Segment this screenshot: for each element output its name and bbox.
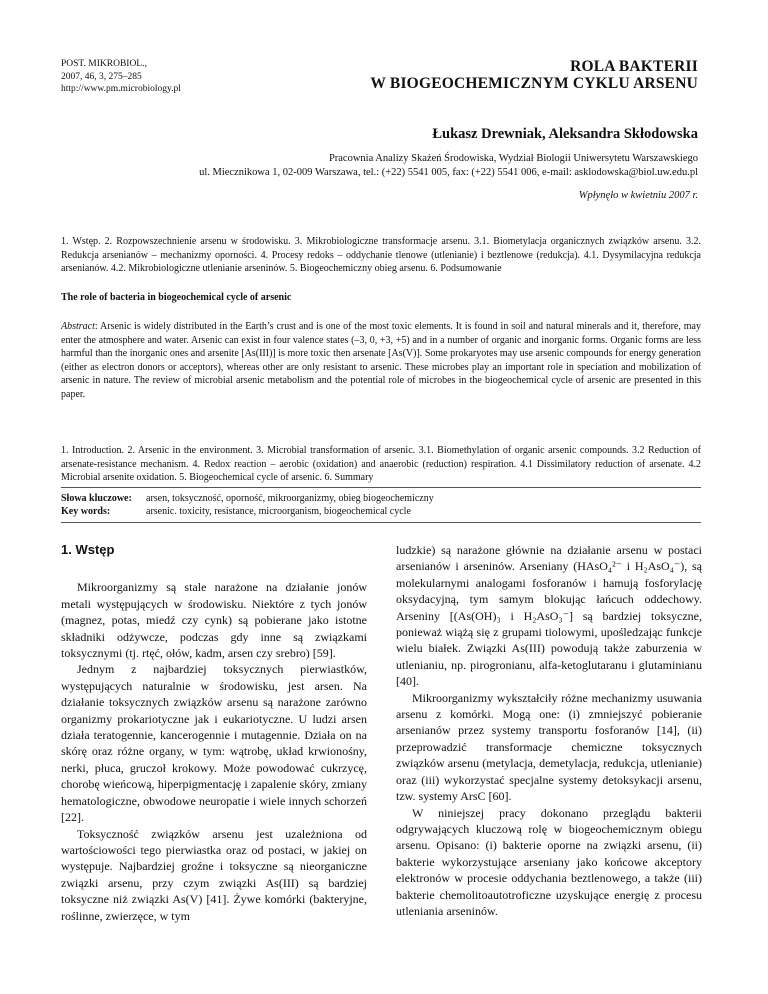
- article-title: [370, 58, 698, 92]
- paragraph: Jednym z najbardziej toksycznych pierwiastków, występujących naturalnie w środowisku, jest arsen. Na działanie toksycznych związków arsenu są narażone zarówno organizmy prokariotyczne jak i eukariotyczne. U ludzi arsen działa teratogennie, kancerogennie i mutagennie. Działa on na skórę oraz różne organy, w tym: wątrobę, układ krwionośny, nerki, płuca, gruczoł krokowy. Może powodować cukrzycę, chorobę wieńcową, hiperpigmentację i zapalenie skóry, zmiany hematologiczne, obwodowe neuropatie i wiele innych schorzeń [22].: [61, 662, 367, 825]
- contents-polish: 1. Wstęp. 2. Rozpowszechnienie arsenu w środowisku. 3. Mikrobiologiczne transformacje arsenu. 3.1. Biometylacja organicznych związków arsenu. 3.2. Redukcja arsenianów – mechanizmy oporności. 4. Procesy redoks – oddychanie tlenowe (utlenianie) i beztlenowe (redukcja). 4.1. Dysymilacyjna redukcja arsenianów. 4.2. Mikrobiologiczne utlenianie arseninów. 5. Biogeochemiczny obieg arsenu. 6. Podsumowanie: [61, 236, 701, 275]
- keywords-polish: [61, 492, 434, 505]
- abstract: [61, 320, 701, 402]
- journal-name: POST. MIKROBIOL.,: [61, 59, 147, 69]
- body-column-right: [396, 542, 702, 919]
- keywords-polish-value: arsen, toksyczność, oporność, mikroorganizmy, obieg biogeochemiczny: [146, 493, 434, 504]
- keywords-english-label: Key words:: [61, 506, 111, 517]
- journal-citation: [61, 58, 181, 96]
- authors: Łukasz Drewniak, Aleksandra Skłodowska: [432, 126, 698, 142]
- journal-url[interactable]: http://www.pm.microbiology.pl: [61, 84, 181, 94]
- article-title-line2: W BIOGEOCHEMICZNYM CYKLU ARSENU: [370, 75, 698, 92]
- keywords-polish-label: Słowa kluczowe:: [61, 493, 132, 504]
- abstract-label: Abstract: [61, 321, 95, 332]
- body-column-left: [61, 542, 367, 924]
- affiliation-line1: Pracownia Analizy Skażeń Środowiska, Wydział Biologii Uniwersytetu Warszawskiego: [328, 153, 698, 164]
- affiliation: [199, 152, 698, 180]
- paragraph: Mikroorganizmy są stale narażone na działanie jonów metali występujących w środowisku. Niektóre z tych jonów (magnez, potas, miedź czy cynk) są pobierane jako istotne składniki odżywcze, podczas gdy inne są związkami toksycznymi (tj. rtęć, ołów, kadm, arsen czy srebro) [59].: [61, 580, 367, 661]
- article-title-line1: ROLA BAKTERII: [570, 58, 698, 75]
- abstract-text: : Arsenic is widely distributed in the Earth’s crust and is one of the most toxic elements. It is found in soil and natural minerals and it, therefore, may enter the atmosphere and water. Arsenic can exist in four valence states (–3, 0, +3, +5) and in a number of organic and inorganic forms. Organic forms are less harmful than the inorganic ones and arsenite [As(III)] is more toxic then arsenate [As(V)]. Some prokaryotes may use arsenic compounds for energy generation (either as electron donors or acceptors), whereas other are only resistant to arsenic. These microbes play an important role in speciation and mobilization of arsenic in nature. The review of microbial arsenic metabolism and the potential role of microbes in the biogeochemical cycle of arsenic are presented in this paper.: [61, 321, 701, 400]
- paragraph: ludzkie) są narażone głównie na działanie arsenu w postaci arsenianów i arseninów. Arseniany (HAsO₄²⁻ i H₂AsO₄⁻), są molekularnymi analogami fosforanów i hamują fosforylację oksydacyjną, tym samym blokując łańcuch oddechowy. Arseniny [(As(OH)₃ i H₂AsO₃⁻] są bardziej toksyczne, ponieważ wiążą się z grupami tiolowymi, upośledzając funkcje wielu białek. Związki As(III) powodują także zaburzenia w utlenianiu, np. pirogronianu, alfa-ketoglutaranu i glutaminianu [40].: [396, 543, 702, 689]
- keywords-english: [61, 505, 411, 518]
- journal-volume: 2007, 46, 3, 275–285: [61, 71, 142, 82]
- paragraph: Toksyczność związków arsenu jest uzależniona od wartościowości tego pierwiastka oraz od postaci, w jakiej on występuje. Najbardziej groźne i toksyczne są nieorganiczne związki arsenu, przy czym związki As(III) są bardziej toksyczne niż związki As(V) [41]. Żywe komórki (bakteryjne, roślinne, zwierzęce, w tym: [61, 826, 367, 923]
- divider-bottom: [61, 522, 701, 523]
- section-heading: 1. Wstęp: [61, 542, 115, 557]
- paragraph: W niniejszej pracy dokonano przeglądu bakterii odgrywających kluczową rolę w biogeochemicznym obiegu arsenu. Opisano: (i) bakterie oporne na związki arsenu, (ii) bakterie wykorzystujące arseniany jako końcowe akceptory elektronów w procesie oddychania beztlenowego, a także (iii) bakterie chemolitoautotroficzne uzyskujące energię z procesu utleniania arseninów.: [396, 805, 702, 918]
- english-title: The role of bacteria in biogeochemical cycle of arsenic: [61, 292, 292, 303]
- received-date: Wpłynęło w kwietniu 2007 r.: [578, 190, 698, 201]
- keywords-english-value: arsenic. toxicity, resistance, microorganism, biogeochemical cycle: [146, 506, 411, 517]
- divider-top: [61, 487, 701, 488]
- affiliation-line2: ul. Miecznikowa 1, 02-009 Warszawa, tel.: (+22) 5541 005, fax: (+22) 5541 006, e-mail: asklodowska@biol.uw.edu.pl: [199, 167, 698, 178]
- contents-english: 1. Introduction. 2. Arsenic in the environment. 3. Microbial transformation of arsenic. 3.1. Biomethylation of organic arsenic compounds. 3.2 Reduction of arsenate-resistance mechanism. 4. Redox reaction – aerobic (oxidation) and anaerobic (reduction) respiration. 4.1 Dissimilatory reduction of arsenate. 4.2 Microbial arsenite oxidation. 5. Biogeochemical cycle of arsenic. 6. Summary: [61, 445, 701, 484]
- paragraph: Mikroorganizmy wykształciły różne mechanizmy usuwania arsenu z komórki. Mogą one: (i) zmniejszyć pobieranie arsenianów przez systemy transportu fosforanów [14], (ii) przeprowadzić transformacje chemiczne toksycznych związków arsenu (metylacja, demetylacja, redukcja, utlenianie) oraz (iii) wykorzystać specjalne systemy detoksykacji arsenu, tzw. systemy ArsC [60].: [396, 690, 702, 804]
